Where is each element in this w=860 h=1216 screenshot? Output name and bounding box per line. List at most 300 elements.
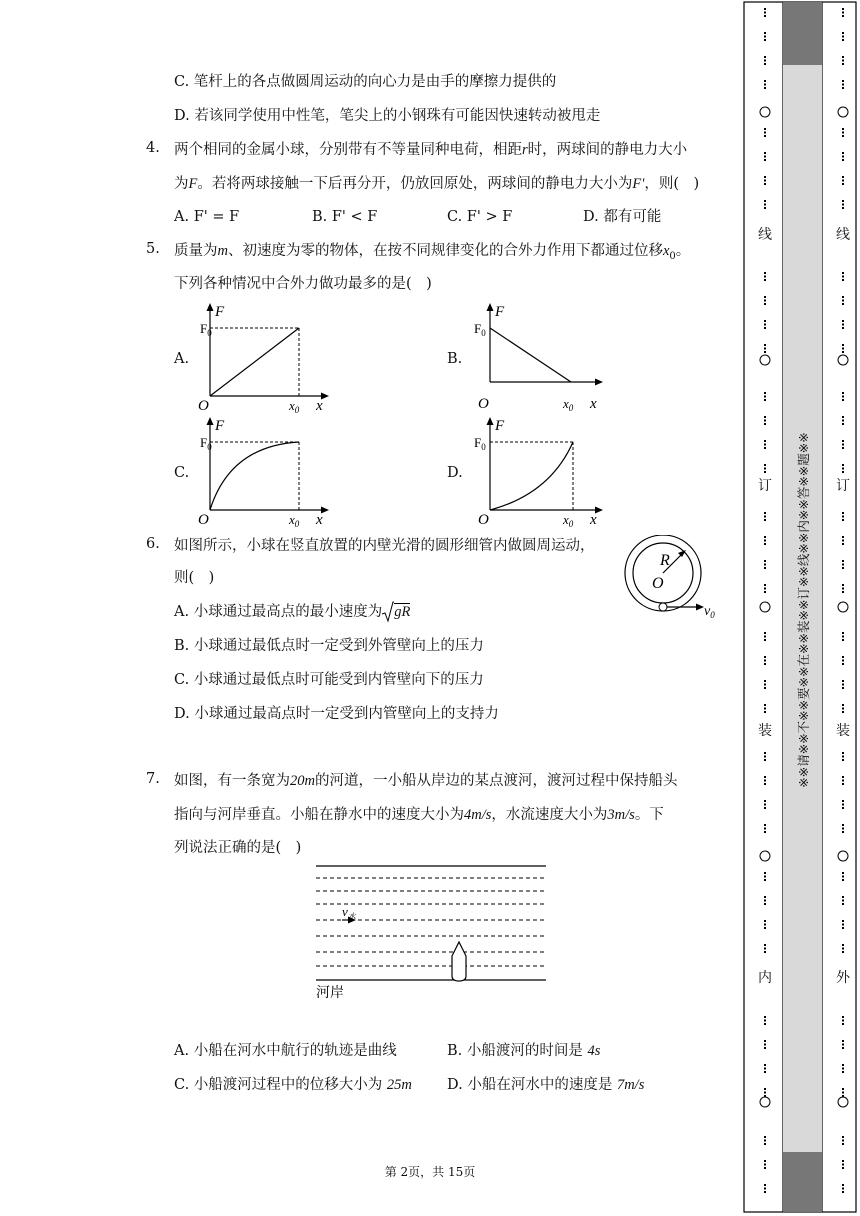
dot-leader (842, 351, 844, 353)
dot-leader (842, 663, 844, 665)
q3-option-d: D. 若该同学使用中性笔，笔尖上的小钢珠有可能因快速转动被甩走 (174, 108, 601, 124)
svg-text:河岸: 河岸 (316, 986, 344, 1001)
q7-option-d: D. 小船在河水中的速度是 7m/s (447, 1077, 645, 1093)
dot-leader (842, 327, 844, 329)
dot-leader (764, 567, 766, 569)
dot-leader (764, 584, 766, 586)
dot-leader (764, 303, 766, 305)
dot-leader (842, 632, 844, 634)
dot-leader (842, 924, 844, 926)
q5-stem-line2: 下列各种情况中合外力做功最多的是( ) (174, 276, 432, 292)
dot-leader (842, 564, 844, 566)
dot-leader (842, 660, 844, 662)
dot-leader (764, 1071, 766, 1073)
dot-leader (764, 1184, 766, 1186)
dot-leader (842, 447, 844, 449)
dot-leader (842, 1184, 844, 1186)
dot-leader (764, 636, 766, 638)
svg-text:F: F (495, 418, 505, 434)
dot-leader (842, 780, 844, 782)
dot-leader (764, 564, 766, 566)
dot-leader (842, 512, 844, 514)
dot-leader (764, 351, 766, 353)
dot-leader (764, 324, 766, 326)
svg-text:x0: $x_0$ (289, 398, 300, 415)
dot-leader (842, 540, 844, 542)
q7-river-figure (312, 860, 552, 1006)
dot-leader (842, 32, 844, 34)
q7-option-a: A. 小船在河水中航行的轨迹是曲线 (174, 1043, 397, 1059)
dot-leader (842, 176, 844, 178)
dot-leader (764, 1164, 766, 1166)
dot-leader (842, 636, 844, 638)
dot-leader (842, 1191, 844, 1193)
dot-leader (842, 1044, 844, 1046)
q6-option-b: B. 小球通过最低点时一定受到外管壁向上的压力 (174, 638, 484, 654)
dot-leader (764, 1064, 766, 1066)
dot-leader (764, 756, 766, 758)
outer-dotted-column (838, 8, 848, 1193)
binding-hole-icon (760, 1097, 770, 1107)
dot-leader (764, 468, 766, 470)
svg-text:F: F (215, 418, 225, 434)
dot-leader (764, 1023, 766, 1025)
svg-text:x0: $x_0$ (289, 512, 300, 529)
dot-leader (764, 776, 766, 778)
dot-leader (842, 687, 844, 689)
dot-leader (842, 392, 844, 394)
dot-leader (842, 276, 844, 278)
dot-leader (842, 1040, 844, 1042)
dot-leader (764, 519, 766, 521)
q5-graph-c (196, 414, 336, 532)
dot-leader (842, 396, 844, 398)
dot-leader (842, 1095, 844, 1097)
page-footer: 第 2页，共 15页 (384, 1165, 476, 1179)
dot-leader (842, 1167, 844, 1169)
dot-leader (764, 152, 766, 154)
dot-leader (842, 1047, 844, 1049)
dot-leader (764, 663, 766, 665)
dot-leader (842, 464, 844, 466)
dot-leader (764, 396, 766, 398)
dot-leader (764, 879, 766, 881)
dot-leader (842, 704, 844, 706)
dot-leader (842, 324, 844, 326)
dot-leader (764, 804, 766, 806)
dot-leader (842, 567, 844, 569)
q6-circular-tube-figure (620, 535, 720, 623)
dot-leader (764, 660, 766, 662)
dot-leader (764, 327, 766, 329)
dot-leader (764, 632, 766, 634)
svg-text:x: x (590, 396, 597, 412)
dot-leader (764, 783, 766, 785)
svg-text:F0: $F_0$ (474, 435, 486, 452)
binding-hole-icon (838, 107, 848, 117)
dot-leader (842, 872, 844, 874)
dot-leader (764, 440, 766, 442)
dot-leader (764, 1088, 766, 1090)
q5-number: 5. (146, 241, 160, 257)
q5-option-b-label: B. (447, 351, 463, 367)
dot-leader (764, 639, 766, 641)
inner-label-zhuang: 装 (758, 723, 772, 739)
dot-leader (764, 591, 766, 593)
svg-text:O: O (652, 575, 664, 592)
dot-leader (764, 1020, 766, 1022)
no-answer-notice: ※※请※※不※※要※※在※※装※※订※※线※※内※※答※※题※※ (795, 432, 811, 788)
dot-leader (842, 1088, 844, 1090)
q5-option-d-label: D. (447, 465, 463, 481)
svg-text:x0: $x_0$ (563, 396, 574, 413)
q4-option-c: C. F' > F (447, 209, 513, 225)
q5-c-force-curve (210, 442, 299, 510)
dot-leader (764, 903, 766, 905)
dot-leader (764, 444, 766, 446)
dot-leader (842, 8, 844, 10)
dot-leader (764, 656, 766, 658)
dot-leader (842, 15, 844, 17)
dot-leader (842, 156, 844, 158)
dot-leader (842, 804, 844, 806)
dot-leader (764, 423, 766, 425)
q6-option-d: D. 小球通过最高点时一定受到内管壁向上的支持力 (174, 706, 499, 722)
dot-leader (842, 420, 844, 422)
outer-label-xian: 线 (836, 227, 850, 243)
dot-leader (764, 156, 766, 158)
dot-leader (842, 951, 844, 953)
dot-leader (764, 1040, 766, 1042)
dot-leader (842, 1064, 844, 1066)
q5-option-a-label: A. (174, 351, 190, 367)
dot-leader (764, 392, 766, 394)
dot-leader (842, 800, 844, 802)
q4-number: 4. (146, 140, 160, 156)
dot-leader (764, 900, 766, 902)
dot-leader (842, 776, 844, 778)
outer-label-zhuang: 装 (836, 723, 850, 739)
dot-leader (764, 824, 766, 826)
dot-leader (842, 80, 844, 82)
dot-leader (764, 207, 766, 209)
dot-leader (764, 687, 766, 689)
dot-leader (842, 783, 844, 785)
dot-leader (764, 135, 766, 137)
svg-text:F: F (495, 304, 505, 320)
dot-leader (842, 132, 844, 134)
dot-leader (842, 399, 844, 401)
dot-leader (764, 876, 766, 878)
dot-leader (842, 1068, 844, 1070)
dot-leader (764, 296, 766, 298)
dot-leader (842, 711, 844, 713)
dot-leader (764, 1092, 766, 1094)
dot-leader (764, 780, 766, 782)
q5-d-force-curve (490, 442, 573, 510)
binding-hole-icon (760, 602, 770, 612)
q5-option-c-label: C. (174, 465, 190, 481)
q6-ball (659, 603, 667, 611)
q4-option-d: D. 都有可能 (583, 209, 662, 225)
svg-text:O: O (478, 396, 489, 412)
q5-graph-d (470, 414, 610, 532)
dot-leader (842, 207, 844, 209)
dot-leader (764, 447, 766, 449)
dot-leader (842, 183, 844, 185)
dot-leader (764, 704, 766, 706)
dot-leader (842, 56, 844, 58)
dot-leader (842, 879, 844, 881)
dot-leader (842, 1160, 844, 1162)
dot-leader (764, 1140, 766, 1142)
dot-leader (842, 36, 844, 38)
dot-leader (764, 132, 766, 134)
inner-label-ding: 订 (758, 478, 772, 494)
dot-leader (764, 1016, 766, 1018)
dot-leader (764, 927, 766, 929)
dot-leader (842, 63, 844, 65)
q5-graph-a (196, 300, 336, 418)
q7-option-b: B. 小船渡河的时间是 4s (447, 1043, 601, 1059)
svg-text:x: x (316, 398, 323, 414)
q6-number: 6. (146, 536, 160, 552)
dot-leader (842, 519, 844, 521)
dot-leader (842, 896, 844, 898)
dot-leader (842, 272, 844, 274)
dot-leader (764, 39, 766, 41)
dot-leader (842, 948, 844, 950)
q5-b-force-line (490, 328, 571, 382)
dot-leader (842, 656, 844, 658)
dot-leader (842, 84, 844, 86)
dot-leader (842, 204, 844, 206)
q7-option-c: C. 小船渡河过程中的位移大小为 25m (174, 1077, 412, 1093)
dot-leader (764, 80, 766, 82)
binding-hole-icon (838, 602, 848, 612)
dot-leader (842, 320, 844, 322)
dot-leader (842, 416, 844, 418)
dot-leader (842, 12, 844, 14)
q5-graph-b (470, 300, 610, 418)
dot-leader (764, 680, 766, 682)
svg-text:v水: $v_水$ (342, 904, 356, 921)
outer-label-wai: 外 (836, 970, 850, 986)
dot-leader (764, 560, 766, 562)
inner-label-nei: 内 (758, 970, 772, 986)
dot-leader (842, 944, 844, 946)
dot-leader (842, 1140, 844, 1142)
dot-leader (842, 200, 844, 202)
dot-leader (764, 543, 766, 545)
dot-leader (764, 464, 766, 466)
dot-leader (764, 320, 766, 322)
dot-leader (842, 1143, 844, 1145)
dot-leader (764, 348, 766, 350)
svg-text:x0: $x_0$ (563, 512, 574, 529)
q4-stem-line2: 为F。若将两球接触一下后再分开，仍放回原处，两球间的静电力大小为F'，则( ) (174, 176, 700, 192)
dot-leader (764, 12, 766, 14)
q6-stem-line2: 则( ) (174, 570, 215, 586)
dot-leader (764, 15, 766, 17)
svg-text:O: O (198, 398, 209, 414)
dot-leader (842, 135, 844, 137)
dot-leader (764, 344, 766, 346)
dot-leader (842, 1188, 844, 1190)
axis-f-label: F (215, 304, 225, 320)
dot-leader (764, 471, 766, 473)
dot-leader (764, 159, 766, 161)
dot-leader (842, 536, 844, 538)
dot-leader (764, 540, 766, 542)
dot-leader (842, 927, 844, 929)
dot-leader (764, 1095, 766, 1097)
dot-leader (764, 828, 766, 830)
dot-leader (842, 152, 844, 154)
dot-leader (764, 128, 766, 130)
dot-leader (842, 159, 844, 161)
dot-leader (842, 1023, 844, 1025)
dot-leader (842, 87, 844, 89)
dot-leader (764, 300, 766, 302)
dot-leader (764, 872, 766, 874)
dot-leader (842, 543, 844, 545)
dot-leader (764, 36, 766, 38)
dot-leader (764, 84, 766, 86)
svg-text:R: R (660, 552, 670, 569)
dot-leader (842, 423, 844, 425)
dot-leader (764, 8, 766, 10)
q6-option-a: A. 小球通过最高点的最小速度为 gR (174, 602, 410, 622)
dot-leader (764, 204, 766, 206)
dot-leader (764, 588, 766, 590)
dot-leader (842, 440, 844, 442)
dot-leader (764, 279, 766, 281)
svg-text:O: O (198, 512, 209, 528)
dot-leader (842, 348, 844, 350)
svg-text:x: x (316, 512, 323, 528)
dot-leader (842, 807, 844, 809)
dot-leader (764, 60, 766, 62)
bottom-gray-block (783, 1152, 822, 1212)
dot-leader (842, 759, 844, 761)
dot-leader (842, 903, 844, 905)
inner-label-xian: 线 (758, 227, 772, 243)
dot-leader (764, 920, 766, 922)
q7-stem-line1: 如图，有一条宽为20m的河道，一小船从岸边的某点渡河，渡河过程中保持船头 (174, 773, 678, 789)
dot-leader (842, 471, 844, 473)
dot-leader (842, 1016, 844, 1018)
binding-hole-icon (838, 355, 848, 365)
dot-leader (842, 296, 844, 298)
dot-leader (764, 708, 766, 710)
dot-leader (764, 1160, 766, 1162)
dot-leader (842, 1020, 844, 1022)
dot-leader (842, 752, 844, 754)
dot-leader (764, 924, 766, 926)
dot-leader (842, 279, 844, 281)
dot-leader (764, 831, 766, 833)
svg-text:F0: $F_0$ (200, 435, 212, 452)
q4-option-a: A. F' = F (174, 209, 240, 225)
dot-leader (764, 951, 766, 953)
dot-leader (842, 1164, 844, 1166)
top-gray-block (783, 2, 822, 65)
dot-leader (842, 128, 844, 130)
dot-leader (842, 708, 844, 710)
dot-leader (764, 684, 766, 686)
binding-hole-icon (838, 1097, 848, 1107)
dot-leader (764, 176, 766, 178)
dot-leader (764, 63, 766, 65)
sqrt-sign-icon (382, 601, 394, 623)
q7-stem-line3: 列说法正确的是( ) (174, 840, 302, 856)
dot-leader (842, 344, 844, 346)
dot-leader (764, 276, 766, 278)
q4-stem-line1: 两个相同的金属小球，分别带有不等量同种电荷，相距r时，两球间的静电力大小 (174, 142, 688, 158)
dot-leader (842, 60, 844, 62)
svg-text:x: x (590, 512, 597, 528)
dot-leader (764, 399, 766, 401)
dot-leader (842, 560, 844, 562)
dot-leader (764, 420, 766, 422)
svg-text:F0: $F_0$ (474, 321, 486, 338)
dot-leader (764, 1068, 766, 1070)
svg-text:F0: $F_0$ (200, 321, 212, 338)
dot-leader (842, 684, 844, 686)
dot-leader (842, 591, 844, 593)
dot-leader (764, 807, 766, 809)
dot-leader (764, 183, 766, 185)
q7-number: 7. (146, 771, 160, 787)
dot-leader (764, 56, 766, 58)
dot-leader (764, 32, 766, 34)
binding-hole-icon (760, 851, 770, 861)
dot-leader (764, 896, 766, 898)
dot-leader (764, 87, 766, 89)
q4-option-b: B. F' < F (312, 209, 378, 225)
dot-leader (764, 752, 766, 754)
q7-stem-line2: 指向与河岸垂直。小船在静水中的速度大小为4m/s，水流速度大小为3m/s。下 (174, 807, 664, 823)
dot-leader (764, 800, 766, 802)
dot-leader (764, 200, 766, 202)
dot-leader (764, 759, 766, 761)
dot-leader (764, 512, 766, 514)
dot-leader (842, 468, 844, 470)
dot-leader (764, 711, 766, 713)
dot-leader (842, 900, 844, 902)
binding-hole-icon (838, 851, 848, 861)
dot-leader (842, 876, 844, 878)
dot-leader (842, 444, 844, 446)
dot-leader (764, 1047, 766, 1049)
dot-leader (842, 39, 844, 41)
dot-leader (764, 272, 766, 274)
dot-leader (764, 1136, 766, 1138)
dot-leader (842, 756, 844, 758)
dot-leader (842, 1136, 844, 1138)
dot-leader (842, 680, 844, 682)
q6-option-c: C. 小球通过最低点时可能受到内管壁向下的压力 (174, 672, 484, 688)
dot-leader (764, 1167, 766, 1169)
svg-text:O: O (478, 512, 489, 528)
dot-leader (842, 303, 844, 305)
dot-leader (764, 516, 766, 518)
dot-leader (764, 1143, 766, 1145)
dot-leader (842, 1092, 844, 1094)
dot-leader (842, 828, 844, 830)
binding-hole-icon (760, 355, 770, 365)
